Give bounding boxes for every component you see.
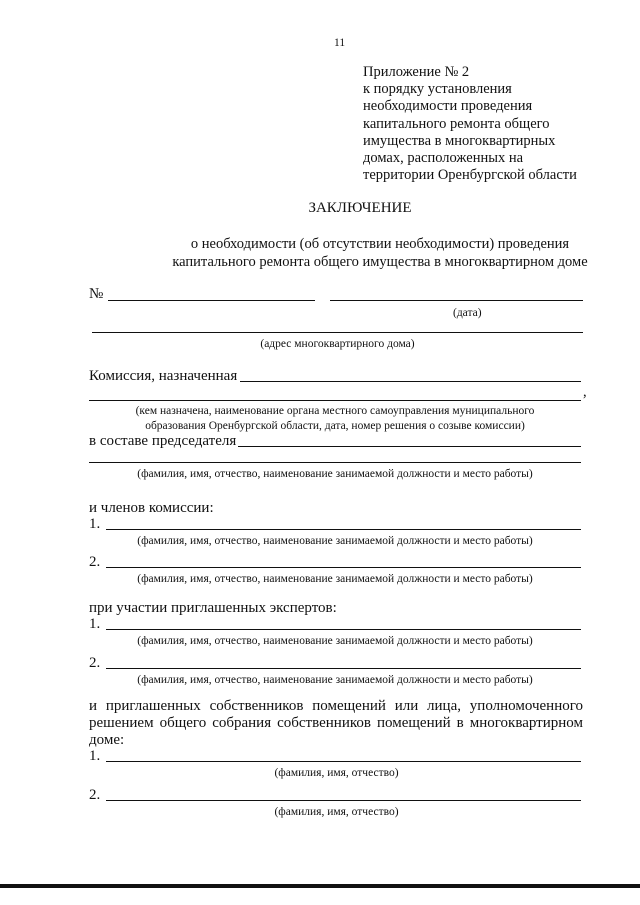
- experts-label: при участии приглашенных экспертов:: [89, 600, 337, 616]
- date-field-line: [330, 300, 583, 301]
- item-number: 2.: [89, 787, 101, 803]
- annex-line: домах, расположенных на: [363, 150, 524, 167]
- commission-field-line-2: [89, 400, 581, 401]
- owner-1-field-line: [106, 761, 581, 762]
- member-1-field-line: [106, 529, 581, 530]
- expert-2-field-line: [106, 668, 581, 669]
- chair-field-line: [238, 446, 581, 447]
- address-field-line: [92, 332, 583, 333]
- page-bottom-border: [0, 884, 640, 888]
- item-number: 1.: [89, 616, 101, 632]
- member-2-field-line: [106, 567, 581, 568]
- document-heading: ЗАКЛЮЧЕНИЕ: [308, 200, 412, 216]
- commission-field-line: [240, 381, 581, 382]
- annex-line: к порядку установления: [363, 81, 512, 98]
- expert-1-field-line: [106, 629, 581, 630]
- document-subheading-line: о необходимости (об отсутствии необходимости) проведения: [190, 236, 570, 252]
- fio-position-caption: (фамилия, имя, отчество, наименование занимаемой должности и место работы): [137, 635, 533, 647]
- commission-caption-line: образования Оренбургской области, дата, номер решения о созыве комиссии): [145, 420, 525, 432]
- owners-text-line: и приглашенных собственников помещений или лица, уполномоченного: [89, 698, 583, 714]
- number-field-line: [108, 300, 315, 301]
- fio-position-caption: (фамилия, имя, отчество, наименование занимаемой должности и место работы): [137, 468, 533, 480]
- item-number: 2.: [89, 554, 101, 570]
- chair-label: в составе председателя: [89, 433, 237, 449]
- comma: ,: [583, 384, 587, 400]
- annex-block: [363, 64, 577, 184]
- fio-position-caption: (фамилия, имя, отчество, наименование занимаемой должности и место работы): [137, 674, 533, 686]
- date-caption: (дата): [453, 307, 482, 319]
- owners-text-line: доме:: [89, 732, 125, 748]
- annex-line: капитального ремонта общего: [363, 115, 550, 132]
- item-number: 2.: [89, 655, 101, 671]
- item-number: 1.: [89, 516, 101, 532]
- commission-caption-line: (кем назначена, наименование органа местного самоуправления муниципального: [135, 405, 535, 417]
- annex-line: территории Оренбургской области: [363, 167, 577, 184]
- page-number: 11: [334, 37, 346, 49]
- owner-2-field-line: [106, 800, 581, 801]
- item-number: 1.: [89, 748, 101, 764]
- annex-line: имущества в многоквартирных: [363, 132, 556, 149]
- number-label: №: [89, 286, 104, 302]
- fio-caption: (фамилия, имя, отчество): [274, 767, 399, 779]
- document-subheading-line: капитального ремонта общего имущества в многоквартирном доме: [172, 254, 588, 270]
- annex-title: Приложение № 2: [363, 64, 470, 80]
- fio-position-caption: (фамилия, имя, отчество, наименование занимаемой должности и место работы): [137, 535, 533, 547]
- chair-field-line-2: [89, 462, 581, 463]
- members-label: и членов комиссии:: [89, 500, 214, 516]
- annex-line: необходимости проведения: [363, 98, 533, 115]
- fio-caption: (фамилия, имя, отчество): [274, 806, 399, 818]
- owners-text-line: решением общего собрания собственников помещений в многоквартирном: [89, 715, 583, 731]
- address-caption: (адрес многоквартирного дома): [260, 338, 415, 350]
- fio-position-caption: (фамилия, имя, отчество, наименование занимаемой должности и место работы): [137, 573, 533, 585]
- commission-label: Комиссия, назначенная: [89, 368, 238, 384]
